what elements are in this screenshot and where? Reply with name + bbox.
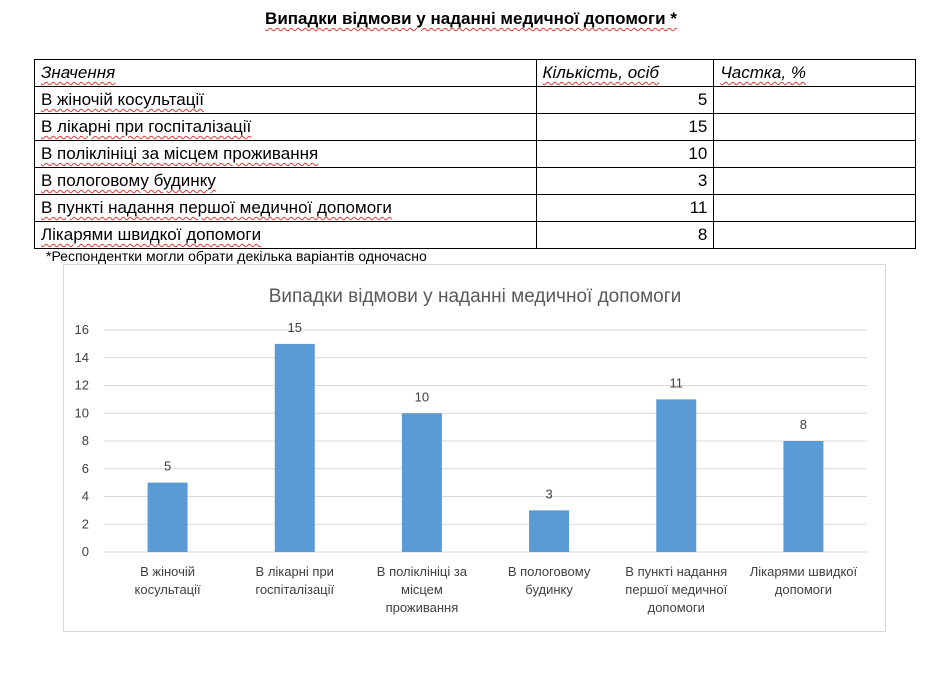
row-share — [714, 141, 916, 168]
data-label: 11 — [669, 375, 683, 391]
table-row — [35, 222, 916, 249]
y-tick-label: 6 — [81, 460, 89, 476]
bar — [783, 441, 823, 552]
category-label — [255, 564, 334, 597]
category-label-line: косультації — [134, 582, 201, 597]
y-tick-label: 8 — [81, 433, 89, 448]
bar — [275, 344, 315, 552]
footnote: *Респондентки могли обрати декілька варіантів одночасно — [46, 248, 427, 264]
category-label-line: місцем — [401, 582, 443, 597]
y-tick-label: 14 — [74, 349, 89, 365]
table-row — [35, 114, 916, 141]
row-label: В поліклініці за місцем проживання — [35, 141, 537, 168]
category-label-line: В лікарні при — [255, 564, 334, 579]
row-label: В жіночій косультації — [35, 87, 537, 114]
table-header-row — [35, 60, 916, 87]
row-share — [714, 87, 916, 114]
bar — [656, 399, 696, 552]
category-label — [625, 564, 727, 615]
bar-chart — [63, 264, 886, 632]
y-tick-label: 16 — [74, 322, 89, 337]
bars — [148, 344, 824, 552]
category-label-line: В пункті надання — [625, 564, 728, 579]
y-tick-label: 12 — [74, 377, 89, 393]
chart-svg — [64, 265, 887, 633]
data-label: 3 — [545, 486, 553, 502]
data-label: 5 — [163, 458, 172, 474]
row-count: 8 — [536, 222, 714, 249]
data-table — [34, 59, 916, 249]
bar — [402, 413, 442, 552]
row-label: В пункті надання першої медичної допомоги — [35, 195, 537, 222]
row-count: 5 — [536, 87, 714, 114]
row-label: В пологовому будинку — [35, 168, 537, 195]
data-label: 10 — [414, 389, 430, 405]
y-tick-label: 2 — [81, 516, 89, 532]
category-label — [135, 564, 201, 597]
row-count: 10 — [536, 141, 714, 168]
row-share — [714, 168, 916, 195]
category-label — [377, 564, 468, 615]
row-share — [714, 222, 916, 249]
table-row — [35, 87, 916, 114]
category-label-line: госпіталізації — [255, 582, 335, 597]
data-label: 15 — [287, 319, 302, 335]
y-tick-label: 4 — [81, 488, 89, 504]
row-label: Лікарями швидкої допомоги — [35, 222, 537, 249]
category-label-line: проживання — [385, 600, 459, 615]
category-label-line: Лікарями швидкої — [749, 564, 858, 579]
labels — [75, 320, 858, 615]
row-share — [714, 114, 916, 141]
header-count: Кількість, осіб — [536, 60, 714, 87]
y-tick-label: 10 — [74, 405, 89, 421]
category-label-line: В поліклініці за — [376, 564, 468, 579]
chart-title: Випадки відмови у наданні медичної допомоги — [268, 286, 682, 307]
row-count: 3 — [536, 168, 714, 195]
category-label-line: В жіночій — [140, 564, 196, 579]
category-label-line: допомоги — [647, 600, 705, 615]
bar — [529, 510, 569, 552]
row-count: 11 — [536, 195, 714, 222]
table-row — [35, 141, 916, 168]
bar — [148, 483, 188, 552]
gridlines — [104, 330, 867, 552]
row-label: В лікарні при госпіталізації — [35, 114, 537, 141]
row-count: 15 — [536, 114, 714, 141]
row-share — [714, 195, 916, 222]
category-label — [750, 564, 858, 597]
header-value: Значення — [35, 60, 537, 87]
page-title: Випадки відмови у наданні медичної допомоги * — [265, 9, 677, 28]
table-row — [35, 195, 916, 222]
data-label: 8 — [799, 417, 808, 432]
y-tick-label: 0 — [81, 544, 89, 559]
category-label-line: допомоги — [774, 582, 833, 597]
table-row — [35, 168, 916, 195]
header-share: Частка, % — [714, 60, 916, 87]
category-label-line: В пологовому — [507, 564, 591, 579]
category-label-line: будинку — [525, 582, 573, 597]
category-label-line: першої медичної — [625, 582, 728, 597]
category-label — [508, 564, 591, 597]
